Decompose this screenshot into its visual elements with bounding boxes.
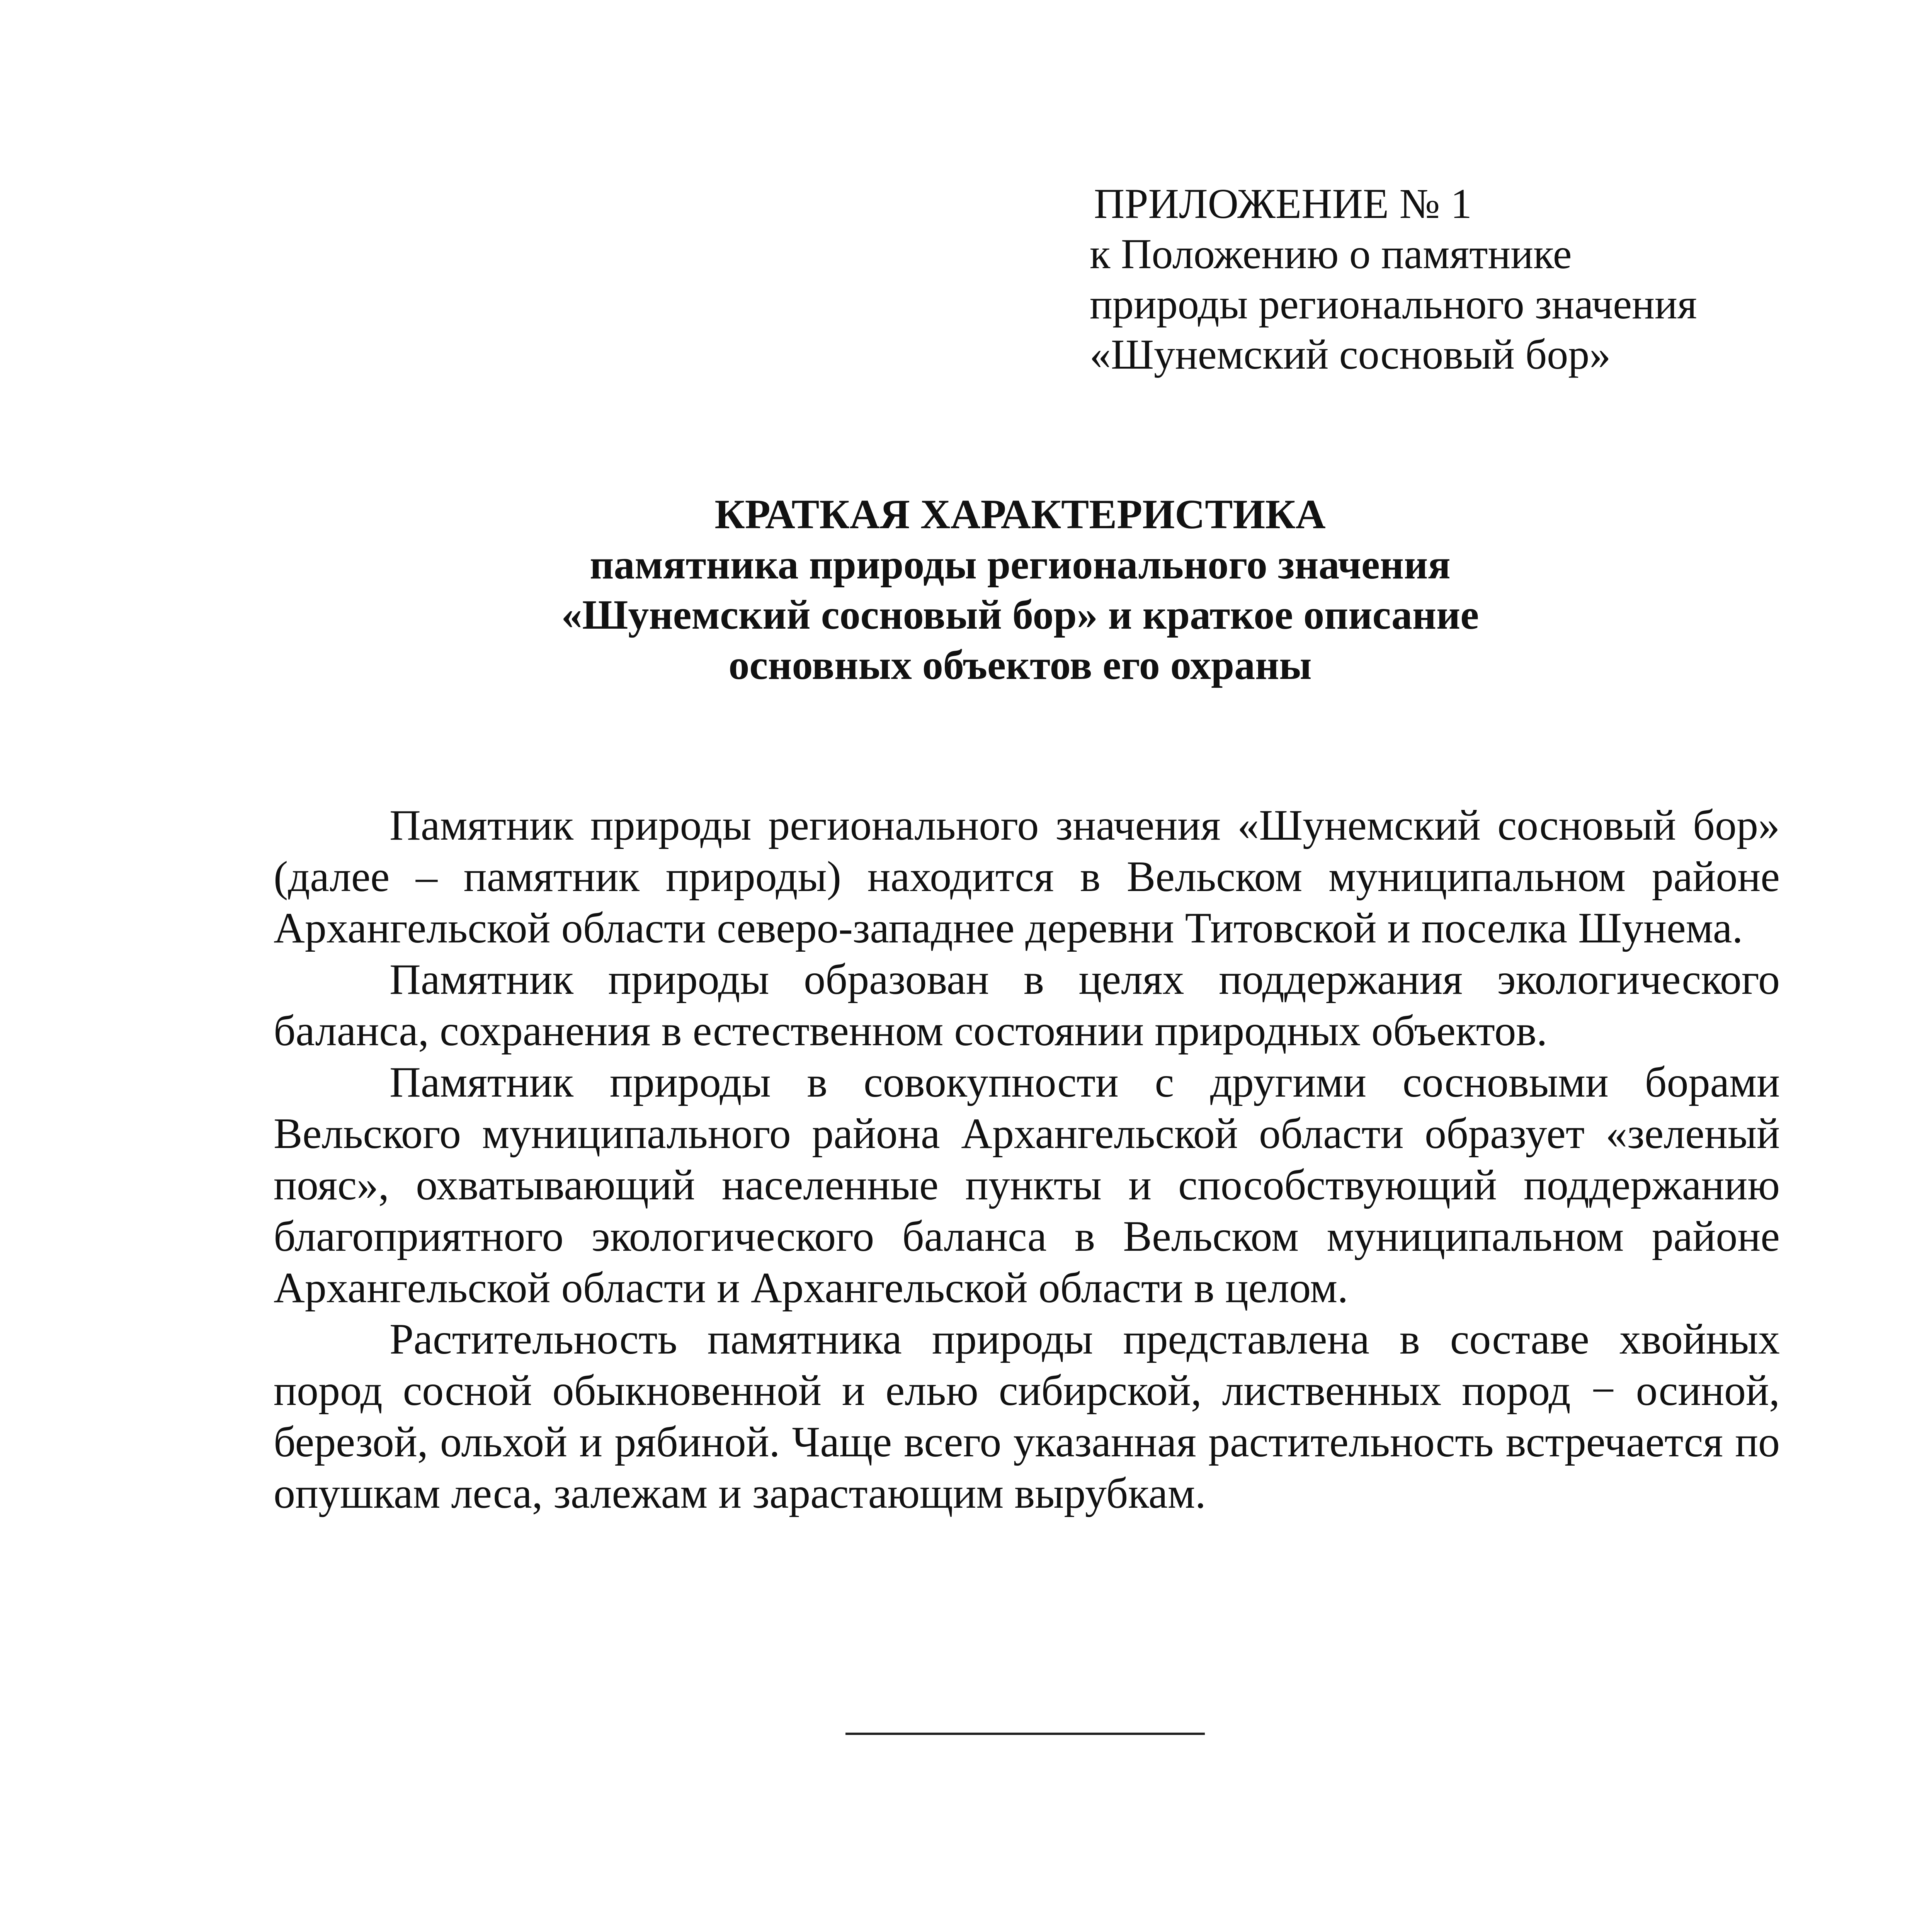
document-title [270,490,1770,690]
paragraph-green-belt: Памятник природы в совокупности с другими сосновыми борами Вельского муниципального района Архангельской области образует «зеленый пояс», охватывающий населенные пункты и способствующий поддержанию благоприятного экологического баланса в Вельском муниципальном районе Архангельской области и Архангельской области в целом. [274,1058,1780,1312]
title-line-4: основных объектов его охраны [728,642,1312,688]
title-line-1: КРАТКАЯ ХАРАКТЕРИСТИКА [714,492,1326,537]
paragraph-vegetation: Растительность памятника природы представлена в составе хвойных пород сосной обыкновенной и елью сибирской, лиственных пород − осиной, березой, ольхой и рябиной. Чаще всего указанная растительность встречается по опушкам леса, залежам и зарастающим вырубкам. [274,1315,1780,1517]
appendix-reference-line-2: природы регионального значения [1090,281,1697,328]
appendix-number: ПРИЛОЖЕНИЕ № 1 [1094,180,1472,227]
appendix-reference-line-3: «Шунемский сосновый бор» [1090,331,1611,378]
paragraph-purpose: Памятник природы образован в целях поддержания экологического баланса, сохранения в естественном состоянии природных объектов. [274,956,1780,1055]
body-text [274,800,1780,1519]
paragraph-location: Памятник природы регионального значения «Шунемский сосновый бор» (далее – памятник природы) находится в Вельском муниципальном районе Архангельской области северо-западнее деревни Титовской и поселка Шунема. [274,801,1780,952]
appendix-header [1090,179,1697,379]
title-line-3: «Шунемский сосновый бор» и краткое описание [561,592,1479,638]
appendix-reference-line-1: к Положению о памятнике [1090,230,1572,277]
closing-separator-line [845,1733,1205,1735]
title-line-2: памятника природы регионального значения [590,542,1451,588]
